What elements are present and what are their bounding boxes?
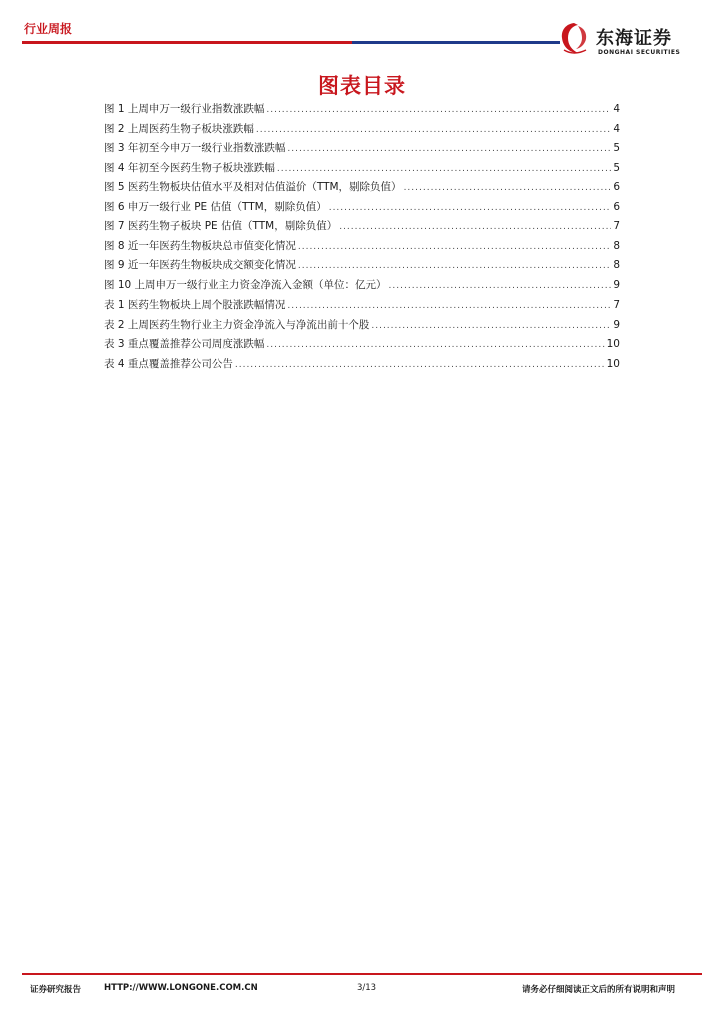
report-type-tag: 行业周报 (24, 22, 73, 36)
toc-entry-page: 6 (613, 200, 620, 213)
toc-entry-page: 9 (613, 278, 620, 291)
footer-website-link[interactable]: HTTP://WWW.LONGONE.COM.CN (104, 983, 258, 993)
toc-entry-figure-9[interactable] (104, 257, 620, 277)
footer-disclaimer: 请务必仔细阅读正文后的所有说明和声明 (522, 985, 676, 995)
page-title: 图表目录 (318, 74, 406, 98)
figure-list (104, 101, 620, 296)
donghai-logo-icon (558, 20, 590, 56)
toc-entry-page: 7 (613, 299, 620, 311)
toc-entry-figure-1[interactable] (104, 101, 620, 121)
toc-entry-figure-5[interactable] (104, 179, 620, 199)
toc-entry-page: 5 (613, 142, 620, 154)
toc-leader-dots (329, 203, 612, 213)
toc-entry-page: 5 (613, 161, 620, 174)
toc-entry-table-1[interactable] (104, 297, 620, 317)
toc-leader-dots (256, 125, 611, 135)
toc-entry-figure-10[interactable] (104, 277, 620, 297)
header-divider-blue (352, 41, 560, 44)
toc-entry-page: 10 (606, 357, 620, 370)
toc-entry-label: 图 2 上周医药生物子板块涨跌幅 (104, 122, 254, 135)
toc-entry-label: 图 3 年初至今申万一级行业指数涨跌幅 (104, 142, 286, 154)
toc-leader-dots (389, 281, 612, 291)
logo-english-name: DONGHAI SECURITIES (598, 49, 681, 56)
toc-leader-dots (277, 164, 611, 174)
toc-leader-dots (298, 242, 611, 252)
toc-leader-dots (235, 360, 605, 370)
toc-entry-page: 7 (613, 220, 620, 232)
toc-entry-label: 表 1 医药生物板块上周个股涨跌幅情况 (104, 299, 286, 311)
toc-entry-figure-3[interactable] (104, 140, 620, 160)
toc-entry-label: 表 3 重点覆盖推荐公司周度涨跌幅 (104, 338, 265, 350)
toc-entry-figure-7[interactable] (104, 218, 620, 238)
toc-entry-label: 图 10 上周申万一级行业主力资金净流入金额（单位：亿元） (104, 278, 387, 291)
footer-page-number: 3/13 (357, 983, 377, 993)
toc-leader-dots (266, 105, 611, 115)
toc-entry-figure-2[interactable] (104, 121, 620, 141)
toc-entry-label: 图 4 年初至今医药生物子板块涨跌幅 (104, 161, 275, 174)
toc-entry-label: 图 7 医药生物子板块 PE 估值（TTM，剔除负值） (104, 220, 338, 232)
toc-entry-figure-4[interactable] (104, 160, 620, 180)
toc-leader-dots (287, 301, 611, 311)
header-divider-red (22, 41, 352, 44)
toc-entry-label: 图 5 医药生物板块估值水平及相对估值溢价（TTM，剔除负值） (104, 181, 402, 193)
footer-divider (22, 973, 702, 975)
toc-entry-label: 表 2 上周医药生物行业主力资金净流入与净流出前十个股 (104, 318, 370, 331)
toc-entry-label: 图 8 近一年医药生物板块总市值变化情况 (104, 239, 296, 252)
toc-entry-page: 10 (606, 338, 620, 350)
toc-entry-figure-8[interactable] (104, 238, 620, 258)
toc-entry-table-3[interactable] (104, 336, 620, 356)
logo-chinese-name: 东海证券 (596, 28, 672, 49)
toc-entry-page: 8 (613, 259, 620, 271)
toc-entry-page: 9 (613, 318, 620, 331)
toc-leader-dots (298, 261, 611, 271)
toc-entry-page: 4 (613, 103, 620, 115)
toc-leader-dots (404, 183, 612, 193)
footer-report-type: 证券研究报告 (30, 985, 82, 995)
toc-entry-label: 图 6 申万一级行业 PE 估值（TTM，剔除负值） (104, 200, 327, 213)
toc-entry-figure-6[interactable] (104, 199, 620, 219)
toc-entry-label: 图 9 近一年医药生物板块成交额变化情况 (104, 259, 296, 271)
toc-entry-label: 图 1 上周申万一级行业指数涨跌幅 (104, 103, 265, 115)
toc-entry-table-2[interactable] (104, 317, 620, 337)
table-list (104, 297, 620, 375)
company-logo (558, 20, 708, 60)
toc-entry-page: 6 (613, 181, 620, 193)
toc-entry-page: 8 (613, 239, 620, 252)
toc-leader-dots (266, 340, 604, 350)
toc-leader-dots (339, 222, 611, 232)
toc-leader-dots (287, 144, 611, 154)
toc-entry-label: 表 4 重点覆盖推荐公司公告 (104, 357, 233, 370)
toc-entry-page: 4 (613, 122, 620, 135)
toc-leader-dots (371, 321, 611, 331)
toc-entry-table-4[interactable] (104, 356, 620, 376)
